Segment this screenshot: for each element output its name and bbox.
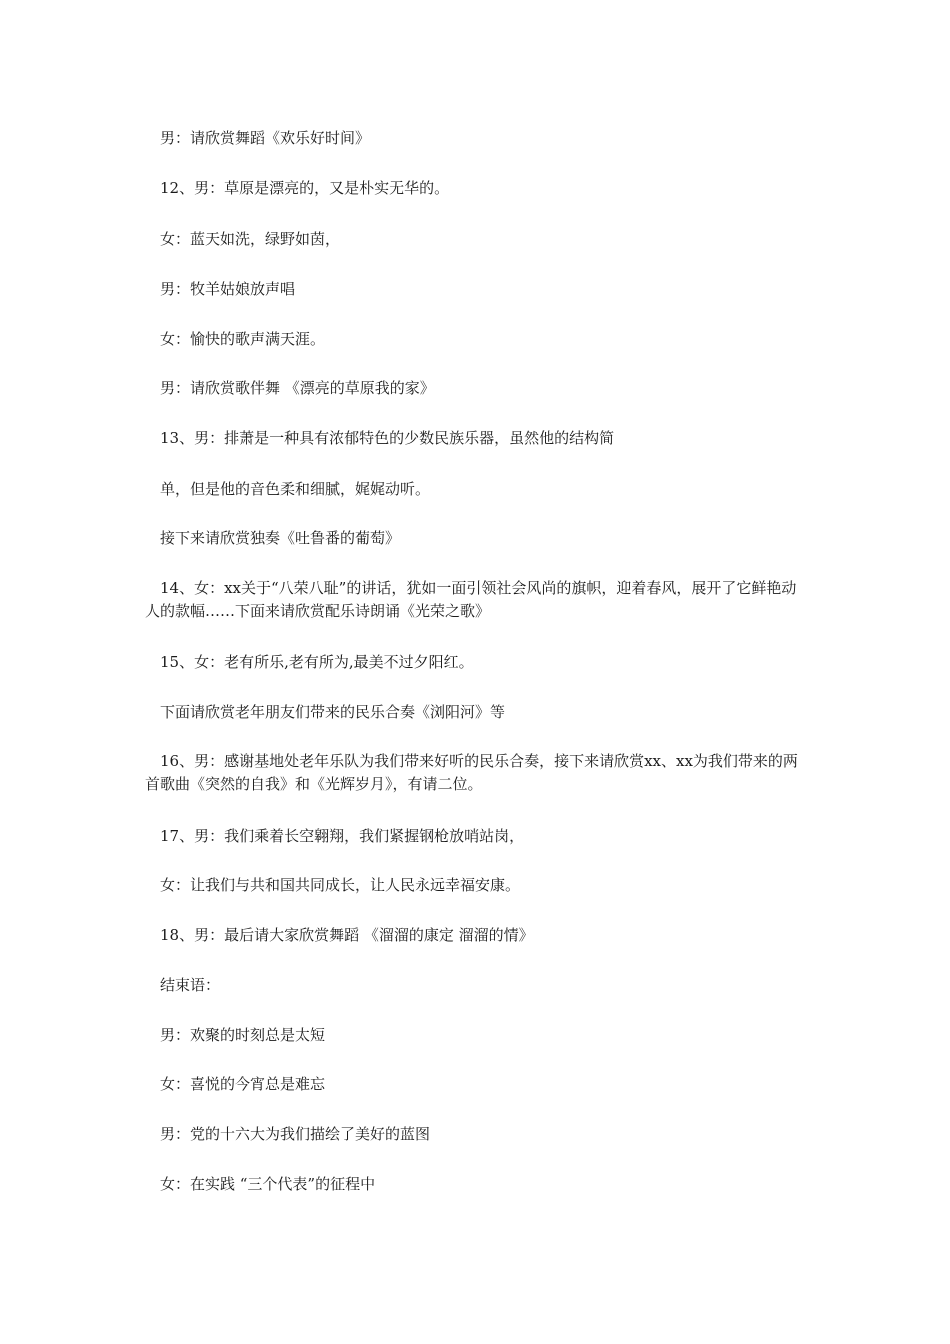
paragraph-12: 下面请欣赏老年朋友们带来的民乐合奏《浏阳河》等 bbox=[160, 703, 506, 721]
paragraph-19: 女：喜悦的今宵总是难忘 bbox=[160, 1075, 326, 1093]
paragraph-18: 男：欢聚的时刻总是太短 bbox=[160, 1026, 326, 1044]
paragraph-1: 男：请欣赏舞蹈《欢乐好时间》 bbox=[160, 129, 371, 147]
paragraph-5: 女：愉快的歌声满天涯。 bbox=[160, 330, 326, 348]
paragraph-20: 男：党的十六大为我们描绘了美好的蓝图 bbox=[160, 1125, 431, 1143]
paragraph-21: 女：在实践 “三个代表”的征程中 bbox=[160, 1175, 376, 1193]
paragraph-17: 结束语： bbox=[160, 976, 221, 994]
paragraph-14: 17、男：我们乘着长空翱翔，我们紧握钢枪放哨站岗， bbox=[160, 827, 525, 845]
paragraph-15: 女：让我们与共和国共同成长，让人民永远幸福安康。 bbox=[160, 876, 521, 894]
paragraph-8: 单，但是他的音色柔和细腻，娓娓动听。 bbox=[160, 480, 431, 498]
paragraph-16: 18、男：最后请大家欣赏舞蹈 《溜溜的康定 溜溜的情》 bbox=[160, 926, 534, 944]
paragraph-4: 男：牧羊姑娘放声唱 bbox=[160, 280, 296, 298]
paragraph-10: 14、女：xx关于“八荣八耻”的讲话，犹如一面引领社会风尚的旗帜，迎着春风，展开了它鲜艳动人的款幅……下面来请欣赏配乐诗朗诵《光荣之歌》 bbox=[145, 579, 797, 620]
paragraph-11: 15、女：老有所乐,老有所为,最美不过夕阳红。 bbox=[160, 653, 474, 671]
paragraph-9: 接下来请欣赏独奏《吐鲁番的葡萄》 bbox=[160, 529, 401, 547]
paragraph-6: 男：请欣赏歌伴舞 《漂亮的草原我的家》 bbox=[160, 379, 435, 397]
paragraph-13: 16、男：感谢基地处老年乐队为我们带来好听的民乐合奏，接下来请欣赏xx、xx为我们带来的两首歌曲《突然的自我》和《光辉岁月》，有请二位。 bbox=[145, 752, 798, 793]
paragraph-2: 12、男：草原是漂亮的，又是朴实无华的。 bbox=[160, 179, 450, 197]
paragraph-7: 13、男：排萧是一种具有浓郁特色的少数民族乐器，虽然他的结构简 bbox=[160, 429, 615, 447]
paragraph-3: 女：蓝天如洗，绿野如茵， bbox=[160, 230, 341, 248]
